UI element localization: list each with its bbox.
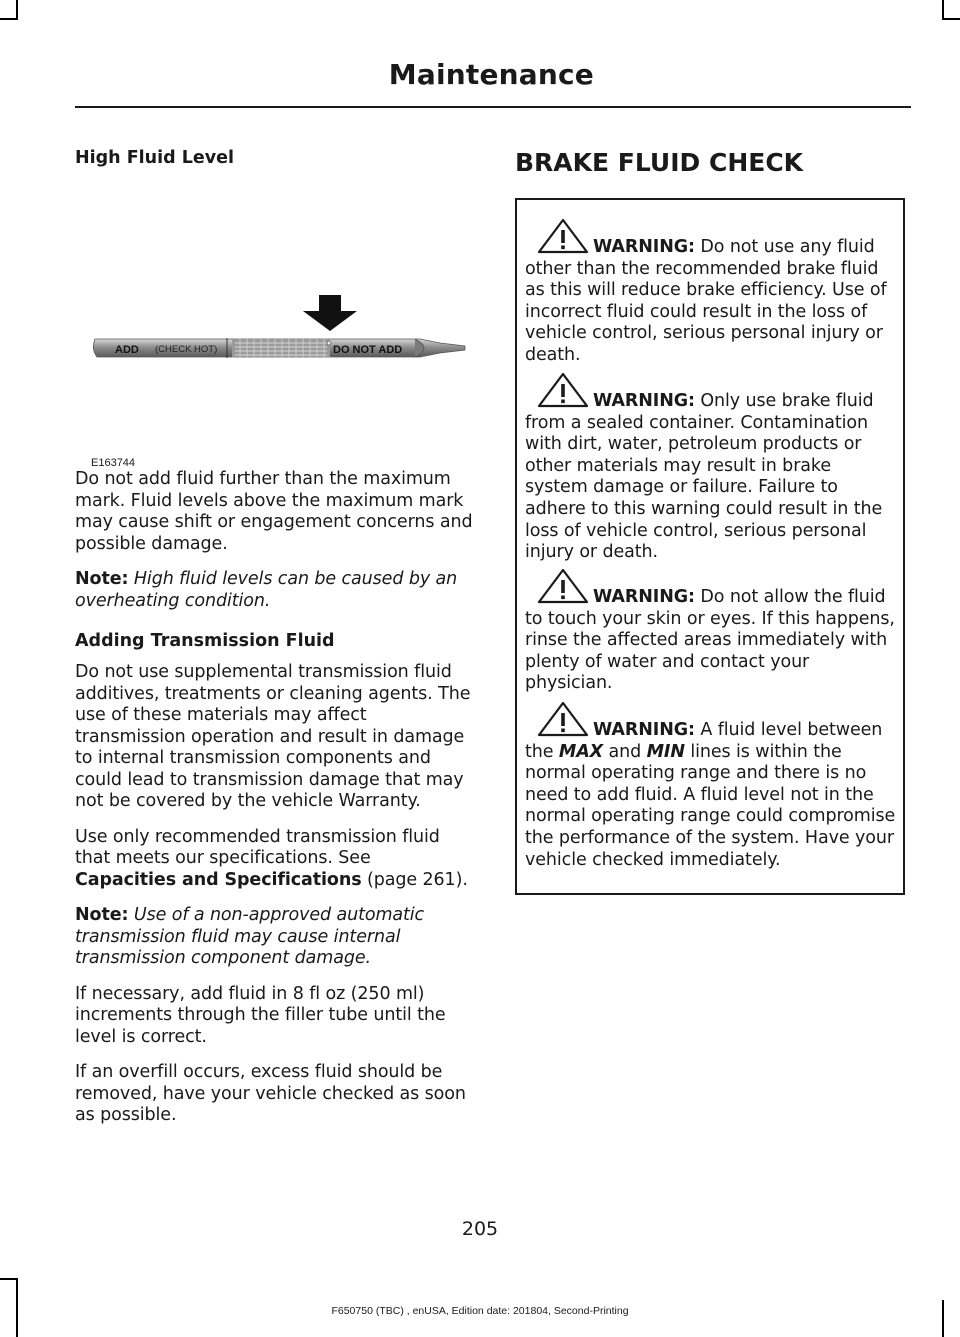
warning-2 xyxy=(525,372,899,564)
edition-info: F650750 (TBC) , enUSA, Edition date: 201804, Second-Printing xyxy=(331,1305,629,1317)
warning-label: WARNING: xyxy=(593,720,695,740)
page-reference: (page 261). xyxy=(361,869,468,890)
warning-triangle-icon xyxy=(537,568,589,604)
label-check-hot: (CHECK HOT) xyxy=(155,344,218,355)
paragraph xyxy=(75,827,475,892)
warning-label: WARNING: xyxy=(593,587,695,607)
warning-text: A fluid level between the xyxy=(525,720,883,762)
crop-mark xyxy=(0,1278,18,1280)
section-title: BRAKE FLUID CHECK xyxy=(515,148,804,177)
warning-box xyxy=(515,198,905,895)
warning-text: Do not use any fluid other than the recommended brake fluid as this will reduce brake efficiency. Use of incorrect fluid could result in the loss of vehicle control, serious personal injury or death. xyxy=(525,237,887,365)
crop-mark xyxy=(942,18,960,20)
dipstick-figure xyxy=(75,171,475,469)
arrow-down-icon xyxy=(303,295,357,331)
warning-label: WARNING: xyxy=(593,391,695,411)
warning-4 xyxy=(525,701,899,871)
note-label: Note: xyxy=(75,569,129,589)
warning-text: lines is within the normal operating range and there is no need to add fluid. A fluid level not in the normal operating range could compromise the performance of the system. Have your vehicle checked immediately. xyxy=(525,741,896,870)
label-do-not-add: DO NOT ADD xyxy=(333,344,403,356)
paragraph: If an overfill occurs, excess fluid should be removed, have your vehicle checked as soon as possible. xyxy=(75,1062,466,1125)
label-add: ADD xyxy=(115,344,139,356)
header-rule xyxy=(75,106,911,108)
note xyxy=(75,569,475,612)
note-text: Use of a non-approved automatic transmission fluid may cause internal transmission component damage. xyxy=(75,905,425,968)
dipstick-illustration xyxy=(75,171,475,461)
warning-text: and xyxy=(603,741,647,762)
heading-high-fluid-level: High Fluid Level xyxy=(75,148,235,168)
warning-text: Do not allow the fluid to touch your skin or eyes. If this happens, rinse the affected areas immediately with plenty of water and contact your physician. xyxy=(525,587,895,694)
page-number: 205 xyxy=(461,1218,499,1240)
paragraph: Do not add fluid further than the maximum mark. Fluid levels above the maximum mark may cause shift or engagement concerns and possible damage. xyxy=(75,469,473,554)
warning-label: WARNING: xyxy=(593,237,695,257)
right-column xyxy=(515,145,907,181)
figure-id: E163744 xyxy=(91,457,136,469)
left-column xyxy=(75,145,475,1127)
max-label: MAX xyxy=(558,741,604,762)
warning-triangle-icon xyxy=(537,372,589,408)
note xyxy=(75,905,475,970)
paragraph-text: Use only recommended transmission fluid that meets our specifications. See xyxy=(75,826,440,868)
note-text: High fluid levels can be caused by an overheating condition. xyxy=(75,569,458,611)
warning-3 xyxy=(525,568,899,695)
warning-text: Only use brake fluid from a sealed container. Contamination with dirt, water, petroleum products or other materials may result in brake system damage or failure. Failure to adhere to this warning could result in the loss of vehicle control, serious personal injury or death. xyxy=(525,391,883,563)
min-label: MIN xyxy=(646,741,685,762)
warning-triangle-icon xyxy=(537,218,589,254)
heading-adding-transmission-fluid: Adding Transmission Fluid xyxy=(75,631,335,651)
note-label: Note: xyxy=(75,905,129,925)
warning-triangle-icon xyxy=(537,701,589,737)
crop-mark xyxy=(16,0,18,20)
warning-1 xyxy=(525,218,899,367)
paragraph: If necessary, add fluid in 8 fl oz (250 ml) increments through the filler tube until the level is correct. xyxy=(75,983,446,1047)
paragraph: Do not use supplemental transmission fluid additives, treatments or cleaning agents. The use of these materials may affect transmission operation and result in damage to internal transmission components and could lead to transmission damage that may not be covered by the vehicle Warranty. xyxy=(75,662,471,811)
cross-reference-link[interactable]: Capacities and Specifications xyxy=(75,869,362,890)
crop-mark xyxy=(942,0,944,20)
page-header-title: Maintenance xyxy=(388,58,594,91)
